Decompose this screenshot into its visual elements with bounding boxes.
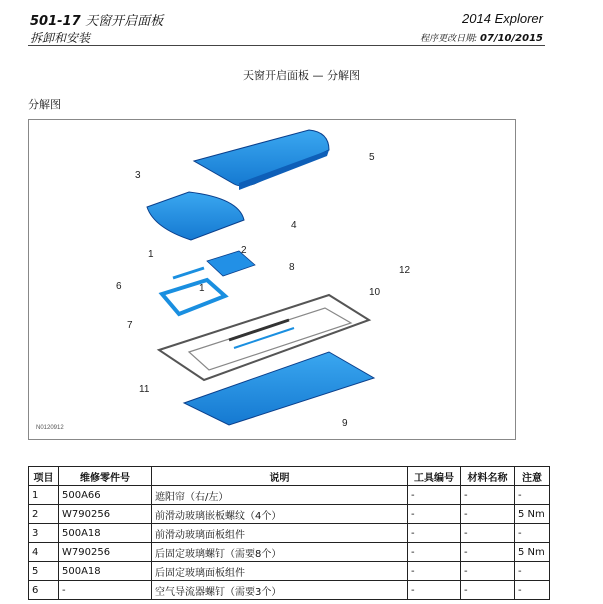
callout-5: 5 — [369, 152, 375, 163]
callout-3: 3 — [135, 170, 141, 181]
cell-part-number: W790256 — [59, 543, 152, 562]
cell-description: 空气导流器螺钉（需要3个） — [152, 581, 408, 600]
col-header-material: 材料名称 — [461, 467, 515, 486]
sunshade-bottom-panel — [184, 352, 374, 425]
cell-item: 4 — [29, 543, 59, 562]
front-sliding-glass-panel — [147, 192, 244, 240]
cell-description: 前滑动玻璃面板组件 — [152, 524, 408, 543]
cell-note: 5 Nm — [515, 505, 550, 524]
page-title: 天窗开启面板 — 分解图 — [243, 69, 360, 82]
cell-description: 后固定玻璃螺钉（需要8个） — [152, 543, 408, 562]
cell-material: - — [461, 581, 515, 600]
cell-note: - — [515, 562, 550, 581]
cell-note: - — [515, 486, 550, 505]
cell-tool-number: - — [408, 486, 461, 505]
cell-description: 后固定玻璃面板组件 — [152, 562, 408, 581]
cell-item: 3 — [29, 524, 59, 543]
col-header-tool-number: 工具编号 — [408, 467, 461, 486]
callout-1a: 1 — [148, 249, 154, 260]
cell-part-number: 500A18 — [59, 562, 152, 581]
table-row — [29, 562, 550, 581]
cell-material: - — [461, 486, 515, 505]
header-divider — [28, 45, 545, 46]
cell-tool-number: - — [408, 581, 461, 600]
cell-material: - — [461, 524, 515, 543]
col-header-item: 项目 — [29, 467, 59, 486]
callout-11: 11 — [139, 384, 150, 395]
col-header-note: 注意 — [515, 467, 550, 486]
callout-2: 2 — [241, 245, 247, 256]
cell-material: - — [461, 543, 515, 562]
procedure-subtitle: 拆卸和安装 — [30, 31, 91, 45]
cell-note: 5 Nm — [515, 543, 550, 562]
table-header-row — [29, 467, 550, 486]
callout-8: 8 — [289, 262, 295, 273]
cell-description: 遮阳帘（右/左） — [152, 486, 408, 505]
section-name: 天窗开启面板 — [85, 14, 164, 29]
table-row — [29, 486, 550, 505]
revision-date: 07/10/2015 — [480, 33, 543, 44]
figure-code: N0120912 — [36, 425, 64, 431]
sunshade-frame — [162, 280, 225, 314]
revision-label: 程序更改日期: — [420, 34, 478, 44]
parts-table — [28, 466, 550, 600]
cell-item: 6 — [29, 581, 59, 600]
cell-tool-number: - — [408, 562, 461, 581]
exploded-view-figure — [28, 119, 516, 440]
drive-track — [229, 320, 289, 340]
cell-tool-number: - — [408, 524, 461, 543]
cell-description: 前滑动玻璃嵌板螺纹（4个） — [152, 505, 408, 524]
cell-item: 5 — [29, 562, 59, 581]
col-header-part-number: 维修零件号 — [59, 467, 152, 486]
section-number: 501-17 — [30, 14, 81, 29]
cell-note: - — [515, 581, 550, 600]
exploded-view-drawing — [29, 120, 516, 440]
subheading: 分解图 — [28, 98, 61, 111]
cell-material: - — [461, 562, 515, 581]
callout-12: 12 — [399, 265, 411, 276]
table-row — [29, 581, 550, 600]
callout-9: 9 — [342, 418, 348, 429]
header-section-title — [30, 10, 163, 29]
callout-10: 10 — [369, 287, 381, 298]
cell-tool-number: - — [408, 505, 461, 524]
revision-info — [420, 31, 543, 44]
callout-6: 6 — [116, 281, 122, 292]
cell-material: - — [461, 505, 515, 524]
table-row — [29, 543, 550, 562]
table-row — [29, 505, 550, 524]
cell-part-number: 500A66 — [59, 486, 152, 505]
callout-7: 7 — [127, 320, 133, 331]
callout-1b: 1 — [199, 283, 205, 294]
cell-item: 1 — [29, 486, 59, 505]
sunshade-upper — [207, 251, 255, 276]
table-row — [29, 524, 550, 543]
col-header-description: 说明 — [152, 467, 408, 486]
cell-part-number: 500A18 — [59, 524, 152, 543]
wind-deflector — [173, 268, 204, 278]
cell-item: 2 — [29, 505, 59, 524]
cell-note: - — [515, 524, 550, 543]
cell-part-number: W790256 — [59, 505, 152, 524]
cell-tool-number: - — [408, 543, 461, 562]
vehicle-model: 2014 Explorer — [462, 11, 543, 26]
cell-part-number: - — [59, 581, 152, 600]
callout-4: 4 — [291, 220, 297, 231]
